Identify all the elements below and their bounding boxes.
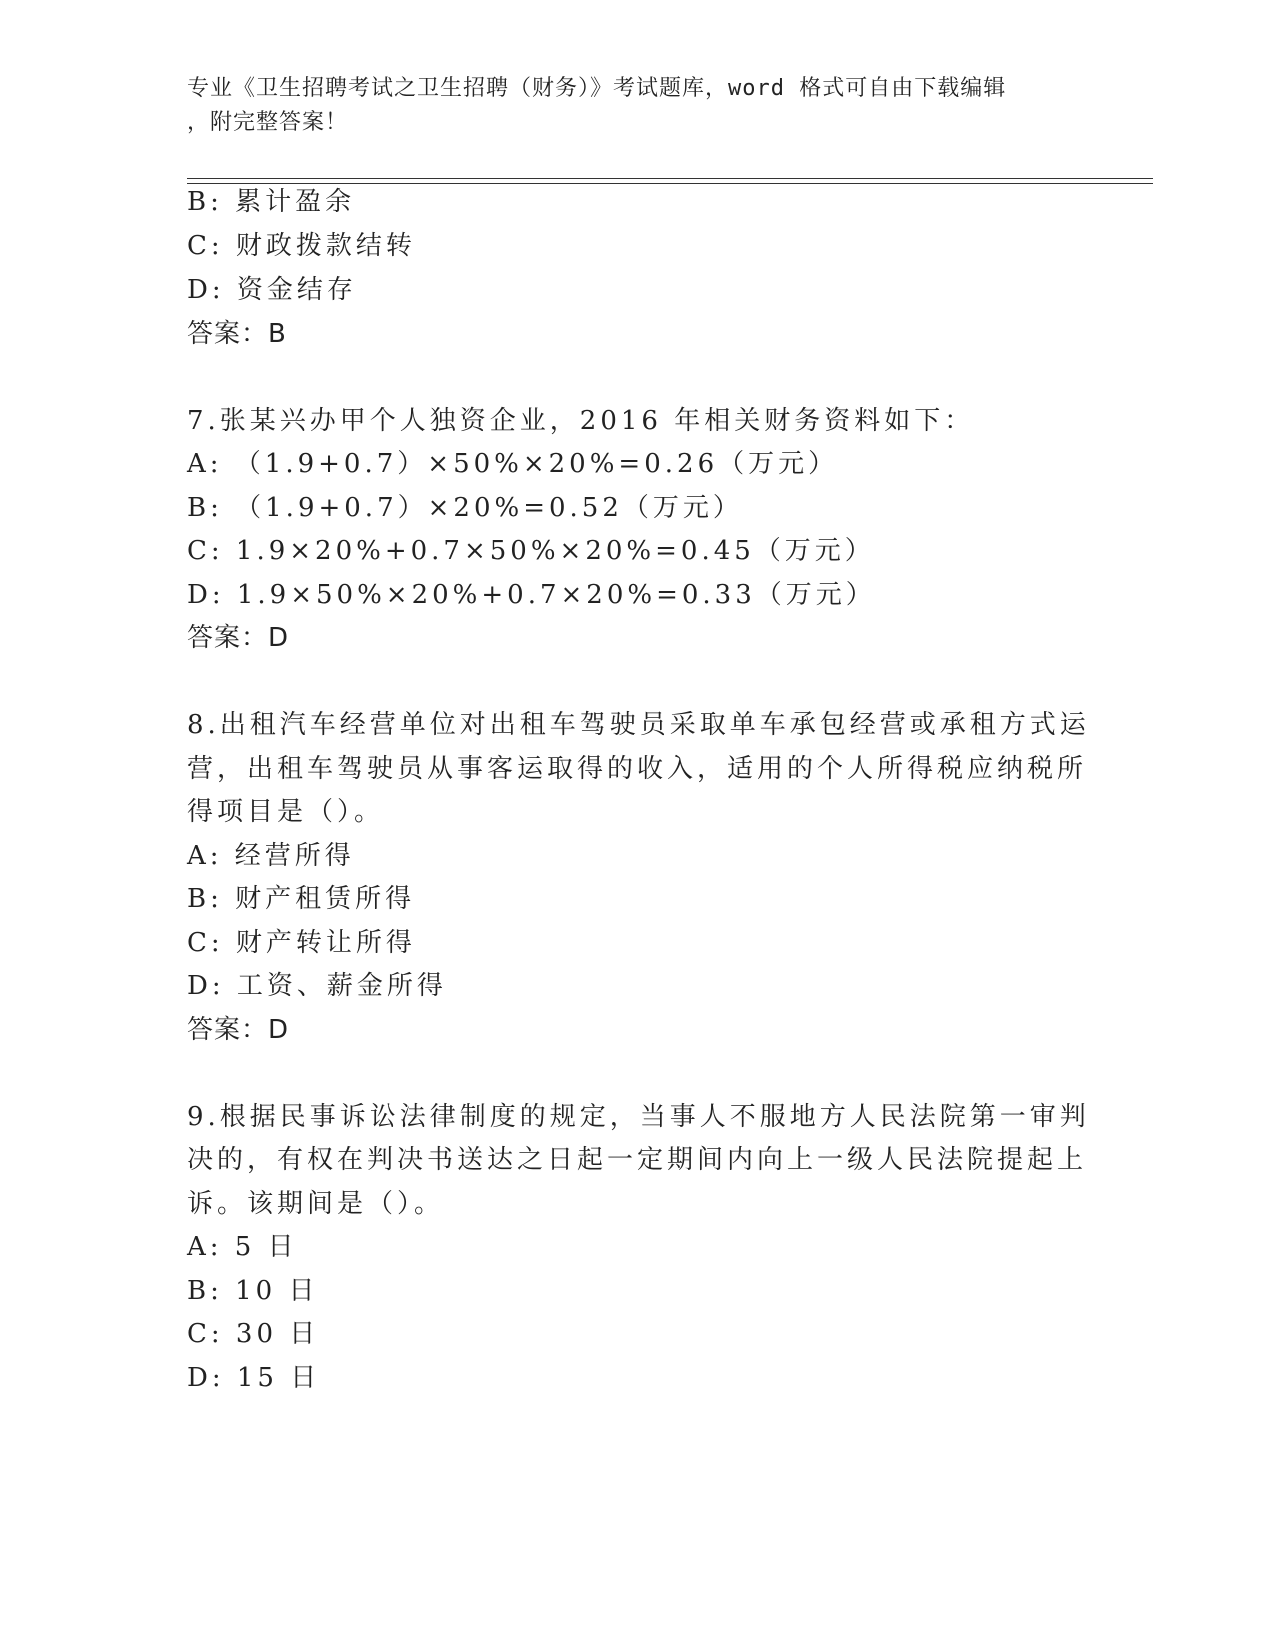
- q8-stem-line-3: 得项目是（）。: [187, 797, 385, 827]
- q6-option-c: C: 财政拨款结转: [187, 231, 416, 261]
- q9-option-d: D: 15 日: [187, 1363, 321, 1393]
- document-header: [187, 72, 1087, 140]
- q8-stem-line-2: 营，出租车驾驶员从事客运取得的收入，适用的个人所得税应纳税所: [187, 754, 1088, 784]
- q9-option-c: C: 30 日: [187, 1319, 320, 1349]
- q6-option-d: D: 资金结存: [187, 275, 357, 305]
- header-divider-top: [187, 178, 1153, 179]
- q9-option-b: B: 10 日: [187, 1276, 319, 1306]
- q7-option-c: C: 1.9×20%+0.7×50%×20%=0.45（万元）: [187, 536, 875, 566]
- q7-stem: 7.张某兴办甲个人独资企业，2016 年相关财务资料如下：: [187, 406, 975, 436]
- q9-stem-line-1: 9.根据民事诉讼法律制度的规定，当事人不服地方人民法院第一审判: [187, 1102, 1090, 1132]
- q8-option-c: C: 财产转让所得: [187, 928, 416, 958]
- q8-option-d: D: 工资、薪金所得: [187, 971, 447, 1001]
- q8-option-a: A: 经营所得: [187, 841, 355, 871]
- q8-stem-line-1: 8.出租汽车经营单位对出租车驾驶员采取单车承包经营或承租方式运: [187, 710, 1090, 740]
- q8-option-b: B: 财产租赁所得: [187, 884, 416, 914]
- q7-option-d: D: 1.9×50%×20%+0.7×20%=0.33（万元）: [187, 580, 876, 610]
- q9-option-a: A: 5 日: [187, 1232, 298, 1262]
- q6-option-b: B: 累计盈余: [187, 187, 356, 217]
- q9-stem-line-2: 决的，有权在判决书送达之日起一定期间内向上一级人民法院提起上: [187, 1145, 1088, 1175]
- header-divider-bottom: [187, 183, 1153, 184]
- q7-answer: 答案：D: [187, 623, 290, 653]
- q8-answer: 答案：D: [187, 1015, 290, 1045]
- header-line-2: ，附完整答案！: [187, 110, 349, 135]
- q7-option-a: A: （1.9+0.7）×50%×20%=0.26（万元）: [187, 449, 839, 479]
- q9-stem-line-3: 诉。该期间是（）。: [187, 1189, 445, 1219]
- q6-answer: 答案：B: [187, 319, 287, 349]
- header-line-1: 专业《卫生招聘考试之卫生招聘（财务）》考试题库，word 格式可自由下载编辑: [187, 76, 1007, 101]
- q7-option-b: B: （1.9+0.7）×20%=0.52（万元）: [187, 493, 743, 523]
